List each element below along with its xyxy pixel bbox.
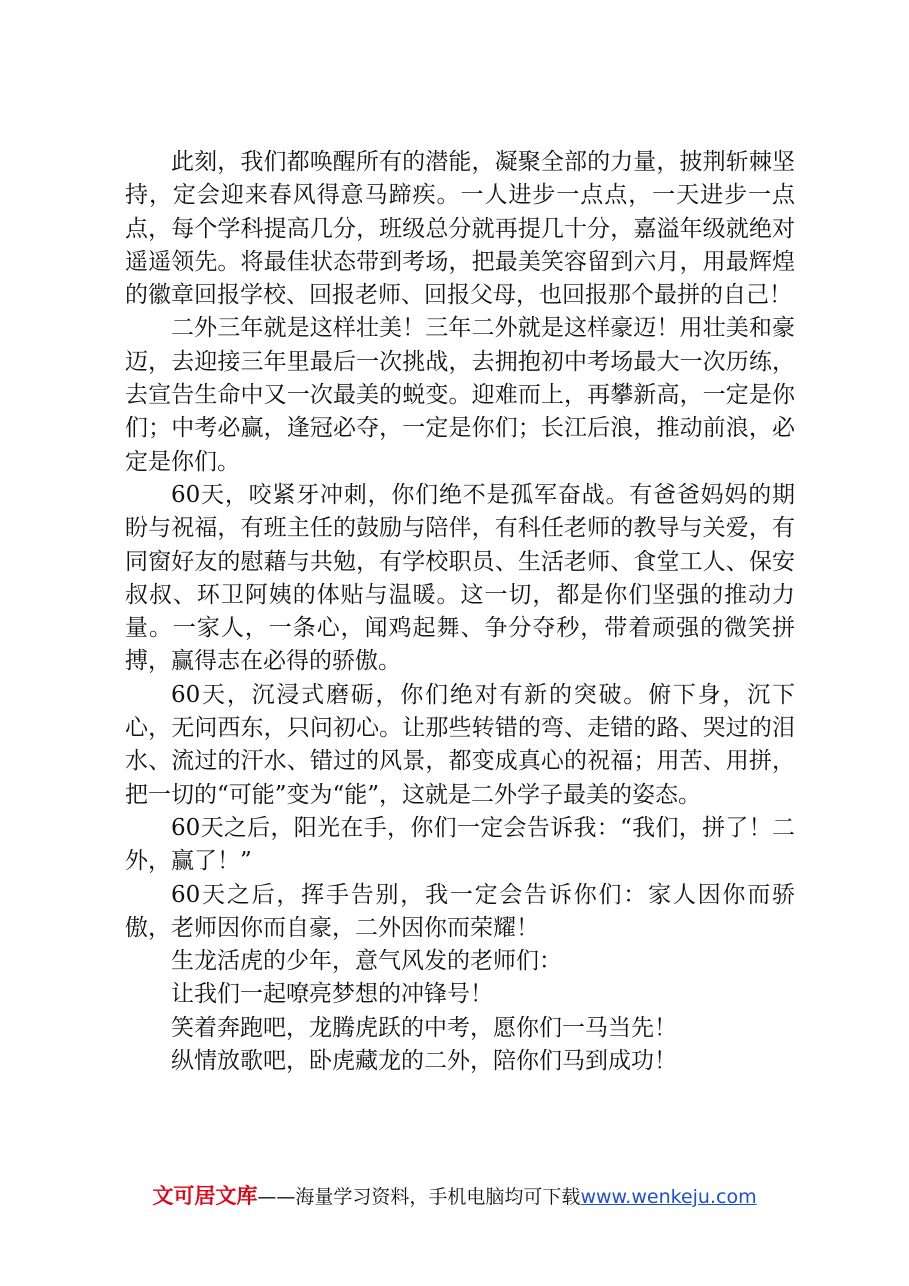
paragraph: 60天之后，挥手告别，我一定会告诉你们：家人因你而骄傲，老师因你而自豪，二外因你而荣耀！ (125, 881, 795, 941)
paragraph: 二外三年就是这样壮美！三年二外就是这样豪迈！用壮美和豪迈，去迎接三年里最后一次挑战，去拥抱初中考场最大一次历练，去宣告生命中又一次最美的蜕变。迎难而上，再攀新高，一定是你们；中考必赢，逢冠必夺，一定是你们；长江后浪，推动前浪，必定是你们。 (125, 315, 795, 475)
paragraph: 60天，沉浸式磨砺，你们绝对有新的突破。俯下身，沉下心，无问西东，只问初心。让那些转错的弯、走错的路、哭过的泪水、流过的汗水、错过的风景，都变成真心的祝福；用苦、用拼，把一切的“可能”变为“能”，这就是二外学子最美的姿态。 (125, 681, 795, 808)
footer-tagline: ——海量学习资料，手机电脑均可下载 (257, 1186, 581, 1208)
paragraph: 60天之后，阳光在手，你们一定会告诉我：“我们，拼了！二外，赢了！” (125, 814, 795, 875)
footer-brand: 文可居文库 (152, 1184, 258, 1208)
paragraph: 让我们一起嘹亮梦想的冲锋号！ (171, 981, 493, 1008)
paragraph: 60天，咬紧牙冲刺，你们绝不是孤军奋战。有爸爸妈妈的期盼与祝福，有班主任的鼓励与陪伴，有科任老师的教导与关爱，有同窗好友的慰藉与共勉，有学校职员、生活老师、食堂工人、保安叔叔、环卫阿姨的体贴与温暖。这一切，都是你们坚强的推动力量。一家人，一条心，闻鸡起舞、争分夺秒，带着顽强的微笑拼搏，赢得志在必得的骄傲。 (125, 481, 795, 675)
paragraph: 生龙活虎的少年，意气风发的老师们： (171, 948, 562, 975)
article-body (125, 146, 795, 1078)
footer-link[interactable]: www.wenkeju.com (580, 1186, 757, 1208)
footer-banner (0, 1182, 909, 1211)
paragraph: 笑着奔跑吧，龙腾虎跃的中考，愿你们一马当先！ (171, 1014, 677, 1041)
paragraph: 此刻，我们都唤醒所有的潜能，凝聚全部的力量，披荆斩棘坚持，定会迎来春风得意马蹄疾。一人进步一点点，一天进步一点点，每个学科提高几分，班级总分就再提几十分，嘉溢年级就绝对遥遥领先。将最佳状态带到考场，把最美笑容留到六月，用最辉煌的徽章回报学校、回报老师、回报父母，也回报那个最拼的自己！ (125, 149, 795, 309)
paragraph: 纵情放歌吧，卧虎藏龙的二外，陪你们马到成功！ (171, 1048, 677, 1075)
